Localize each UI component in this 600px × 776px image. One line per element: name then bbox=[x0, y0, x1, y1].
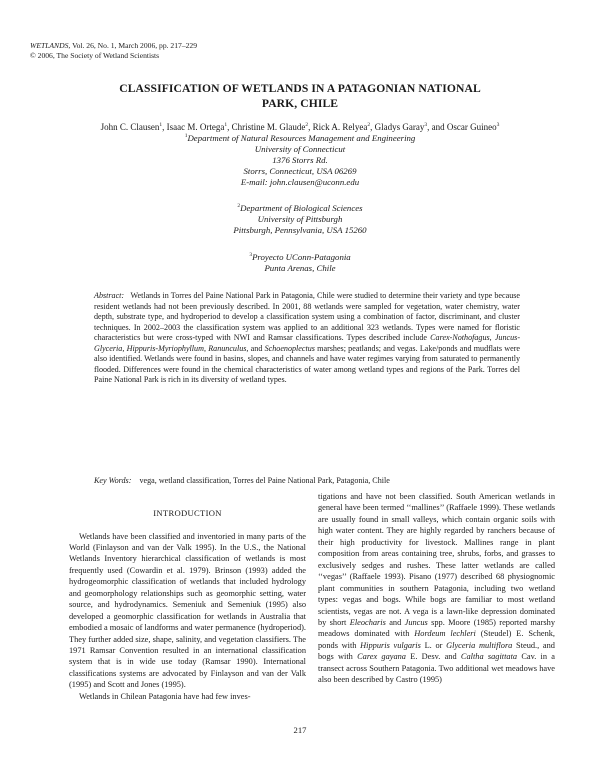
journal-citation bbox=[30, 41, 197, 51]
title-line-2: PARK, CHILE bbox=[261, 96, 339, 110]
title-line-1: CLASSIFICATION OF WETLANDS IN A PATAGONIAN NATIONAL bbox=[119, 82, 481, 95]
journal-name: WETLANDS bbox=[30, 41, 69, 50]
journal-header bbox=[30, 41, 197, 60]
body-column-left bbox=[69, 508, 306, 702]
affiliation-2: $^2$Department of Biological Sciences University of Pittsburgh Pittsburgh, Pennsylvania, USA 15260 bbox=[233, 202, 367, 235]
abstract-label: Abstract: bbox=[94, 291, 125, 300]
author: Oscar Guineo$^3$ bbox=[446, 122, 500, 132]
affiliation-3: $^3$Proyecto UConn-Patagonia Punta Arenas, Chile bbox=[249, 251, 351, 273]
contact-email: E-mail: john.clausen@uconn.edu bbox=[240, 176, 360, 187]
keywords-label: Key Words: bbox=[94, 476, 132, 485]
keywords-text: vega, wetland classification, Torres del Paine National Park, Patagonia, Chile bbox=[139, 476, 390, 485]
journal-copyright: © 2006, The Society of Wetland Scientists bbox=[30, 50, 160, 60]
body-paragraph: tigations and have not been classified. South American wetlands in general have been termed ‘‘mallines’’ (Raffaele 1999). These wetlands are usually found in small valleys, which contain organic soils with high water content. They are highly regarded by ranchers because of their high productivity for livestock. Mallines range in plant composition from areas containing tree, shrubs, forbs, and grasses to exclusively sedges and rushes. These latter wetlands are called ‘‘vegas’’ (Raffaele 1993). Pisano (1977) described 68 physiognomic plant communities in southern Patagonia, including two wetland types: vegas and bogs. While bogs are familiar to most wetland scientists, vegas are not. A vega is a lawn-like depression dominated by short Eleocharis and Juncus spp. Moore (1985) reported marshy meadows dominated with Hordeum lechleri (Steudel) E. Schenk, ponds with Hippuris vulgaris L. or Glyceria multiflora Steud., and bogs with Carex gayana E. Desv. and Caltha sagittata Cav. in a transect across Southern Patagonia. Two additional wet meadows have also been described by Castro (1995) bbox=[318, 492, 555, 685]
body-column-right bbox=[318, 491, 555, 686]
author: Rick A. Relyea$^2$, bbox=[312, 122, 375, 132]
affiliation-1: $^1$Department of Natural Resources Management and Engineering University of Connecticut 1376 Storrs Rd. Storrs, Connecticut, USA 06269 E-mail: john.clausen@uconn.edu bbox=[0, 131, 600, 188]
author: John C. Clausen$^1$, bbox=[100, 122, 167, 132]
author: Christine M. Glaude$^2$, bbox=[231, 122, 313, 132]
author: Gladys Garay$^3$, and bbox=[374, 122, 447, 132]
body-paragraph: Wetlands in Chilean Patagonia have had few inves- bbox=[79, 691, 251, 701]
abstract: Abstract: Wetlands in Torres del Paine National Park in Patagonia, Chile were studied to determine their variety and type because resident wetlands had not been previously described. In 2001, 88 wetlands were sampled for vegetation, water chemistry, water depth, substrate type, and hydroperiod to develop a classification system using a combination of factor, discriminant, and cluster techniques. In 2002–2003 the classification system was applied to an additional 323 wetlands. Types were named for floristic characteristics but were cross-typed with NWI and Ramsar classifications. Types described include Carex-Nothofagus, Juncus-Glyceria, Hippuris-Myriophyllum, Ranunculus, and Schoenoplectus marshes; peatlands; and vegas. Lake/ponds and mudflats were also identified. Wetlands were found in basins, slopes, and channels and have water regimes varying from saturated to permanently flooded. Differences were found in the chemical characteristics of water among wetland types and regions of the Park. Torres del Paine National Park is rich in its diversity of wetland types. bbox=[94, 291, 521, 385]
body-paragraph: Wetlands have been classified and inventoried in many parts of the World (Finlayson and van der Valk 1995). In the U.S., the National Wetlands Inventory hierarchical classification of wetlands is most frequently used (Cowardin et al. 1979). Brinson (1993) added the hydrogeomorphic classification of wetlands that included hydrology and geomorphology relationships such as geomorphic setting, water source, and hydrodynamics. Semeniuk and Semeniuk (1995) also developed a geomorphic classification for wetlands in Australia that embodied a mosaic of landforms and water permanence (hydroperiod). They further added size, shape, salinity, and vegetation classifiers. The 1971 Ramsar Convention resulted in an international classification system that is in wide use today (Ramsar 1990). International classifications systems are advocated by Finlayson and van der Valk (1995) and Scott and Jones (1995). bbox=[69, 531, 307, 690]
paper-title bbox=[60, 82, 540, 111]
keywords bbox=[94, 476, 520, 487]
author: Isaac M. Ortega$^1$, bbox=[166, 122, 232, 132]
page-number: 217 bbox=[293, 725, 307, 735]
journal-volume: , Vol. 26, No. 1, March 2006, pp. 217–229 bbox=[68, 41, 198, 50]
section-heading: INTRODUCTION bbox=[153, 508, 222, 518]
